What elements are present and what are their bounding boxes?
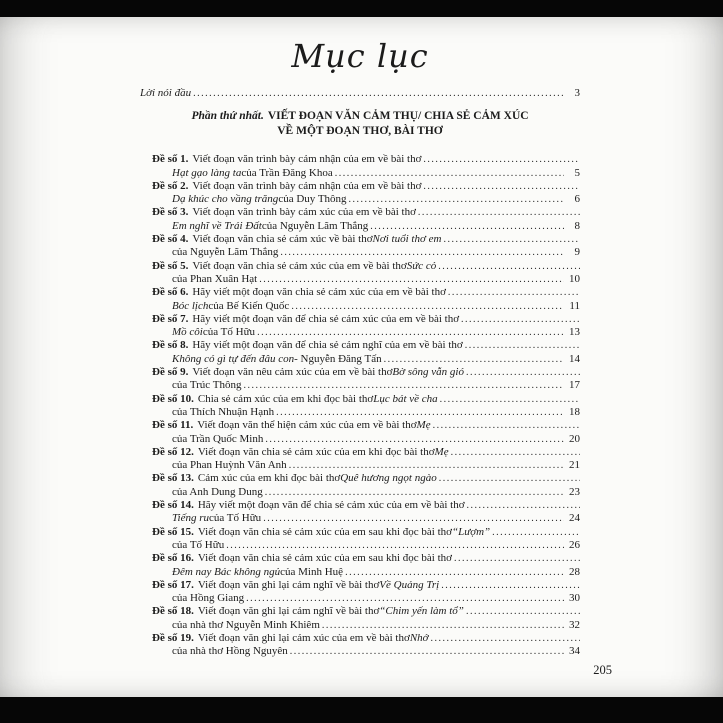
entry-number: Đề số 3. <box>152 206 189 219</box>
entry-poem-title: Dạ khúc cho vầng trăng <box>172 193 279 206</box>
entry-poem-title: Em nghĩ về Trái Đất <box>172 219 262 232</box>
toc-entry-line1 <box>152 206 580 219</box>
toc-entry-line2 <box>152 300 580 313</box>
entry-number: Đề số 1. <box>152 153 189 166</box>
toc-list <box>140 153 580 658</box>
entry-poem-title: Đêm nay Bác không ngủ <box>172 565 281 578</box>
entry-text: Viết đoạn văn ghi lại cảm nghĩ về bài thơ <box>197 578 380 591</box>
toc-entry <box>140 499 580 526</box>
dotted-leader <box>191 87 564 100</box>
toc-entry-line1 <box>152 339 580 352</box>
toc-entry <box>140 393 580 420</box>
entry-page-number: 24 <box>569 512 580 525</box>
entry-number: Đề số 10. <box>152 392 194 405</box>
entry-page-number: 20 <box>569 432 580 445</box>
dotted-leader <box>429 632 580 645</box>
toc-entry <box>140 605 580 632</box>
entry-page-number: 23 <box>569 485 580 498</box>
entry-text: Hãy viết một đoạn văn để chia sẻ cảm xúc của em về bài thơ <box>192 312 460 325</box>
toc-entry <box>140 153 580 180</box>
entry-page-number: 17 <box>569 379 580 392</box>
entry-poem-title: Sức cỏ <box>406 259 437 272</box>
toc-entry-line2 <box>152 406 580 419</box>
dotted-leader <box>368 220 564 233</box>
entry-page-number: 9 <box>574 246 580 259</box>
toc-entry-line2 <box>152 566 580 579</box>
dotted-leader <box>263 486 564 499</box>
entry-page-number: 6 <box>574 193 580 206</box>
dotted-leader <box>278 246 564 259</box>
entry-number: Đề số 8. <box>152 339 189 352</box>
entry-text: của Tố Hữu <box>208 512 262 525</box>
letterbox-bottom <box>0 697 723 723</box>
entry-number: Đề số 11. <box>152 419 194 432</box>
entry-text: của Phan Xuân Hạt <box>172 272 258 285</box>
dotted-leader <box>464 366 580 379</box>
toc-entry-line2 <box>152 220 580 233</box>
dotted-leader <box>464 605 580 618</box>
toc-entry-line1 <box>152 260 580 273</box>
entry-text: của nhà thơ Nguyễn Minh Khiêm <box>172 618 320 631</box>
toc-entry-line2 <box>152 459 580 472</box>
dotted-leader <box>244 592 564 605</box>
toc-entry-line1 <box>152 233 580 246</box>
entry-page-number: 14 <box>569 352 580 365</box>
dotted-leader <box>347 193 564 206</box>
entry-number: Đề số 18. <box>152 605 194 618</box>
entry-text: của Bế Kiến Quốc <box>208 299 290 312</box>
entry-poem-title: Quê hương ngọt ngào <box>340 472 437 485</box>
section-heading-line2: VỀ MỘT ĐOẠN THƠ, BÀI THƠ <box>277 125 443 138</box>
entry-text: Viết đoạn văn chia sẻ cảm xúc của em sau khi đọc bài thơ <box>197 525 452 538</box>
intro-label: Lời nói đầu <box>140 87 192 99</box>
dotted-leader <box>255 326 564 339</box>
entry-page-number: 30 <box>569 592 580 605</box>
toc-entry-line1 <box>152 419 580 432</box>
dotted-leader <box>439 579 580 592</box>
section-heading <box>140 109 580 139</box>
toc-entry-line1 <box>152 472 580 485</box>
entry-poem-title: Lục bát về cha <box>373 392 438 405</box>
toc-entry <box>140 260 580 287</box>
page-number: 205 <box>593 662 612 677</box>
entry-number: Đề số 15. <box>152 525 194 538</box>
entry-page-number: 34 <box>569 645 580 658</box>
toc-entry-line1 <box>152 579 580 592</box>
entry-poem-title: Không có gì tự đến đâu con <box>172 352 295 365</box>
toc-entry-line2 <box>152 433 580 446</box>
entry-text: Viết đoạn văn nêu cảm xúc của em về bài thơ <box>192 366 393 379</box>
entry-text: Viết đoạn văn chia sẻ cảm xúc của em sau khi đọc bài thơ <box>197 552 452 565</box>
entry-number: Đề số 17. <box>152 578 194 591</box>
entry-poem-title: Hạt gạo làng ta <box>172 166 242 179</box>
dotted-leader <box>263 433 564 446</box>
entry-text: Hãy viết một đoạn văn chia sẻ cảm xúc của em về bài thơ <box>192 286 446 299</box>
entry-poem-title: “Lượm” <box>451 525 491 538</box>
entry-poem-title: Nhớ <box>409 631 429 644</box>
toc-entry-line1 <box>152 526 580 539</box>
entry-text: Viết đoạn văn thể hiện cảm xúc của em về bài thơ <box>197 419 417 432</box>
entry-number: Đề số 6. <box>152 286 189 299</box>
entry-text: Viết đoạn văn ghi lại cảm xúc của em về bài thơ <box>197 631 410 644</box>
entry-page-number: 28 <box>569 565 580 578</box>
dotted-leader <box>382 353 564 366</box>
entry-page-number: 26 <box>569 538 580 551</box>
toc-entry <box>140 632 580 659</box>
dotted-leader <box>441 233 580 246</box>
toc-entry-line1 <box>152 153 580 166</box>
dotted-leader <box>431 419 580 432</box>
toc-entry <box>140 233 580 260</box>
entry-text: Cảm xúc của em khi đọc bài thơ <box>197 472 341 485</box>
dotted-leader <box>333 167 564 180</box>
toc-entry <box>140 366 580 393</box>
dotted-leader <box>241 379 564 392</box>
letterbox-top <box>0 0 723 17</box>
dotted-leader <box>436 260 580 273</box>
dotted-leader <box>465 499 580 512</box>
dotted-leader <box>438 393 580 406</box>
toc-entry <box>140 206 580 233</box>
entry-poem-title: Mẹ <box>434 445 449 458</box>
dotted-leader <box>274 406 564 419</box>
entry-number: Đề số 5. <box>152 259 189 272</box>
toc-entry-line1 <box>152 499 580 512</box>
entry-poem-title: Bóc lịch <box>172 299 209 312</box>
entry-number: Đề số 7. <box>152 312 189 325</box>
toc-entry-line2 <box>152 246 580 259</box>
entry-poem-title: Mẹ <box>416 419 431 432</box>
dotted-leader <box>416 206 580 219</box>
toc-entry-line1 <box>152 605 580 618</box>
toc-entry-line2 <box>152 379 580 392</box>
entry-text: Viết đoạn văn trình bày cảm xúc của em về bài thơ <box>192 206 416 219</box>
entry-poem-title: Bờ sông vẫn gió <box>392 366 464 379</box>
entry-page-number: 5 <box>574 166 580 179</box>
entry-text: của nhà thơ Hồng Nguyên <box>172 645 288 658</box>
entry-number: Đề số 12. <box>152 445 194 458</box>
entry-page-number: 18 <box>569 405 580 418</box>
toc-entry-line1 <box>152 446 580 459</box>
entry-text: Hãy viết một đoạn văn để chia sẻ cảm nghĩ của em về bài thơ <box>192 339 463 352</box>
toc-entry <box>140 472 580 499</box>
toc-entry <box>140 579 580 606</box>
toc-entry-line1 <box>152 286 580 299</box>
entry-text: Viết đoạn văn chia sẻ cảm xúc của em về bài thơ <box>192 259 407 272</box>
entry-page-number: 10 <box>569 272 580 285</box>
entry-text: của Anh Dung Dung <box>172 485 263 498</box>
dotted-leader <box>446 286 580 299</box>
toc-entry <box>140 526 580 553</box>
toc-entry <box>140 446 580 473</box>
entry-page-number: 8 <box>574 219 580 232</box>
dotted-leader <box>289 300 564 313</box>
entry-text: của Thích Nhuận Hạnh <box>172 405 275 418</box>
toc-entry-line2 <box>152 512 580 525</box>
dotted-leader <box>449 446 580 459</box>
dotted-leader <box>261 512 564 525</box>
entry-text: của Duy Thông <box>278 193 347 206</box>
entry-number: Đề số 9. <box>152 366 189 379</box>
dotted-leader <box>287 459 564 472</box>
entry-text: của Trúc Thông <box>172 379 242 392</box>
section-heading-part-number: Phần thứ nhất. <box>191 110 264 123</box>
dotted-leader <box>452 552 580 565</box>
entry-poem-title: Về Quảng Trị <box>379 578 440 591</box>
entry-poem-title: Nơi tuổi thơ em <box>372 233 442 246</box>
toc-title: Mục lục <box>291 37 429 75</box>
toc-entry-line1 <box>152 366 580 379</box>
dotted-leader <box>257 273 564 286</box>
dotted-leader <box>343 566 564 579</box>
entry-page-number: 11 <box>569 299 580 312</box>
dotted-leader <box>224 539 564 552</box>
toc-entry-line2 <box>152 592 580 605</box>
entry-text: Viết đoạn văn chia sẻ cảm xúc của em khi đọc bài thơ <box>197 445 435 458</box>
toc-entry-line1 <box>152 180 580 193</box>
entry-text: Hãy viết một đoạn văn để chia sẻ cảm xúc của em về bài thơ <box>197 499 465 512</box>
intro-page-number: 3 <box>574 87 580 99</box>
entry-text: của Minh Huệ <box>280 565 344 578</box>
entry-number: Đề số 2. <box>152 179 189 192</box>
dotted-leader <box>437 472 580 485</box>
toc-entry <box>140 313 580 340</box>
entry-text: Viết đoạn văn trình bày cảm nhận của em về bài thơ <box>192 179 422 192</box>
entry-page-number: 32 <box>569 618 580 631</box>
toc-entry-line1 <box>152 393 580 406</box>
entry-text: Viết đoạn văn ghi lại cảm nghĩ về bài thơ <box>197 605 380 618</box>
entry-number: Đề số 14. <box>152 499 194 512</box>
toc-entry <box>140 552 580 579</box>
dotted-leader <box>421 180 580 193</box>
entry-text: Chia sẻ cảm xúc của em khi đọc bài thơ <box>197 392 374 405</box>
dotted-leader <box>490 526 580 539</box>
entry-text: của Trần Quốc Minh <box>172 432 264 445</box>
dotted-leader <box>320 619 564 632</box>
entry-poem-title: Tiếng ru <box>172 512 209 525</box>
dotted-leader <box>463 339 580 352</box>
dotted-leader <box>459 313 580 326</box>
book-page <box>0 17 723 697</box>
toc-entry <box>140 286 580 313</box>
toc-entry-line1 <box>152 552 580 565</box>
dotted-leader <box>288 645 564 658</box>
toc-entry-line1 <box>152 313 580 326</box>
entry-text: của Tố Hữu <box>172 538 225 551</box>
entry-poem-title: “Chim yến làm tổ” <box>379 605 464 618</box>
toc-intro-row <box>140 87 580 100</box>
entry-number: Đề số 16. <box>152 552 194 565</box>
entry-text: của Trần Đăng Khoa <box>241 166 333 179</box>
entry-text: Viết đoạn văn chia sẻ cảm xúc về bài thơ <box>192 233 373 246</box>
entry-text: của Nguyễn Lãm Thắng <box>172 246 279 259</box>
toc-entry-line2 <box>152 193 580 206</box>
entry-page-number: 13 <box>569 326 580 339</box>
toc-entry-line2 <box>152 326 580 339</box>
toc-entry <box>140 419 580 446</box>
entry-poem-title: Mồ côi <box>172 326 203 339</box>
entry-text: của Hồng Giang <box>172 592 245 605</box>
toc-entry-line1 <box>152 632 580 645</box>
entry-text: Viết đoạn văn trình bày cảm nhận của em về bài thơ <box>192 153 422 166</box>
toc-entry-line2 <box>152 645 580 658</box>
dotted-leader <box>421 153 580 166</box>
toc-entry-line2 <box>152 353 580 366</box>
section-heading-part-title: VIẾT ĐOẠN VĂN CẢM THỤ/ CHIA SẺ CẢM XÚC <box>267 110 529 123</box>
toc-entry <box>140 180 580 207</box>
entry-number: Đề số 13. <box>152 472 194 485</box>
section-heading-line1 <box>140 109 580 124</box>
entry-text: - Nguyễn Đăng Tấn <box>294 352 382 365</box>
toc-entry-line2 <box>152 273 580 286</box>
entry-text: của Phan Huỳnh Văn Anh <box>172 459 287 472</box>
entry-number: Đề số 4. <box>152 233 189 246</box>
toc-entry <box>140 339 580 366</box>
toc-entry-line2 <box>152 167 580 180</box>
toc-entry-line2 <box>152 619 580 632</box>
entry-text: của Nguyễn Lãm Thắng <box>261 219 369 232</box>
entry-page-number: 21 <box>569 459 580 472</box>
toc-content <box>140 17 612 678</box>
entry-number: Đề số 19. <box>152 631 194 644</box>
toc-entry-line2 <box>152 539 580 552</box>
entry-text: của Tố Hữu <box>202 326 256 339</box>
toc-entry-line2 <box>152 486 580 499</box>
